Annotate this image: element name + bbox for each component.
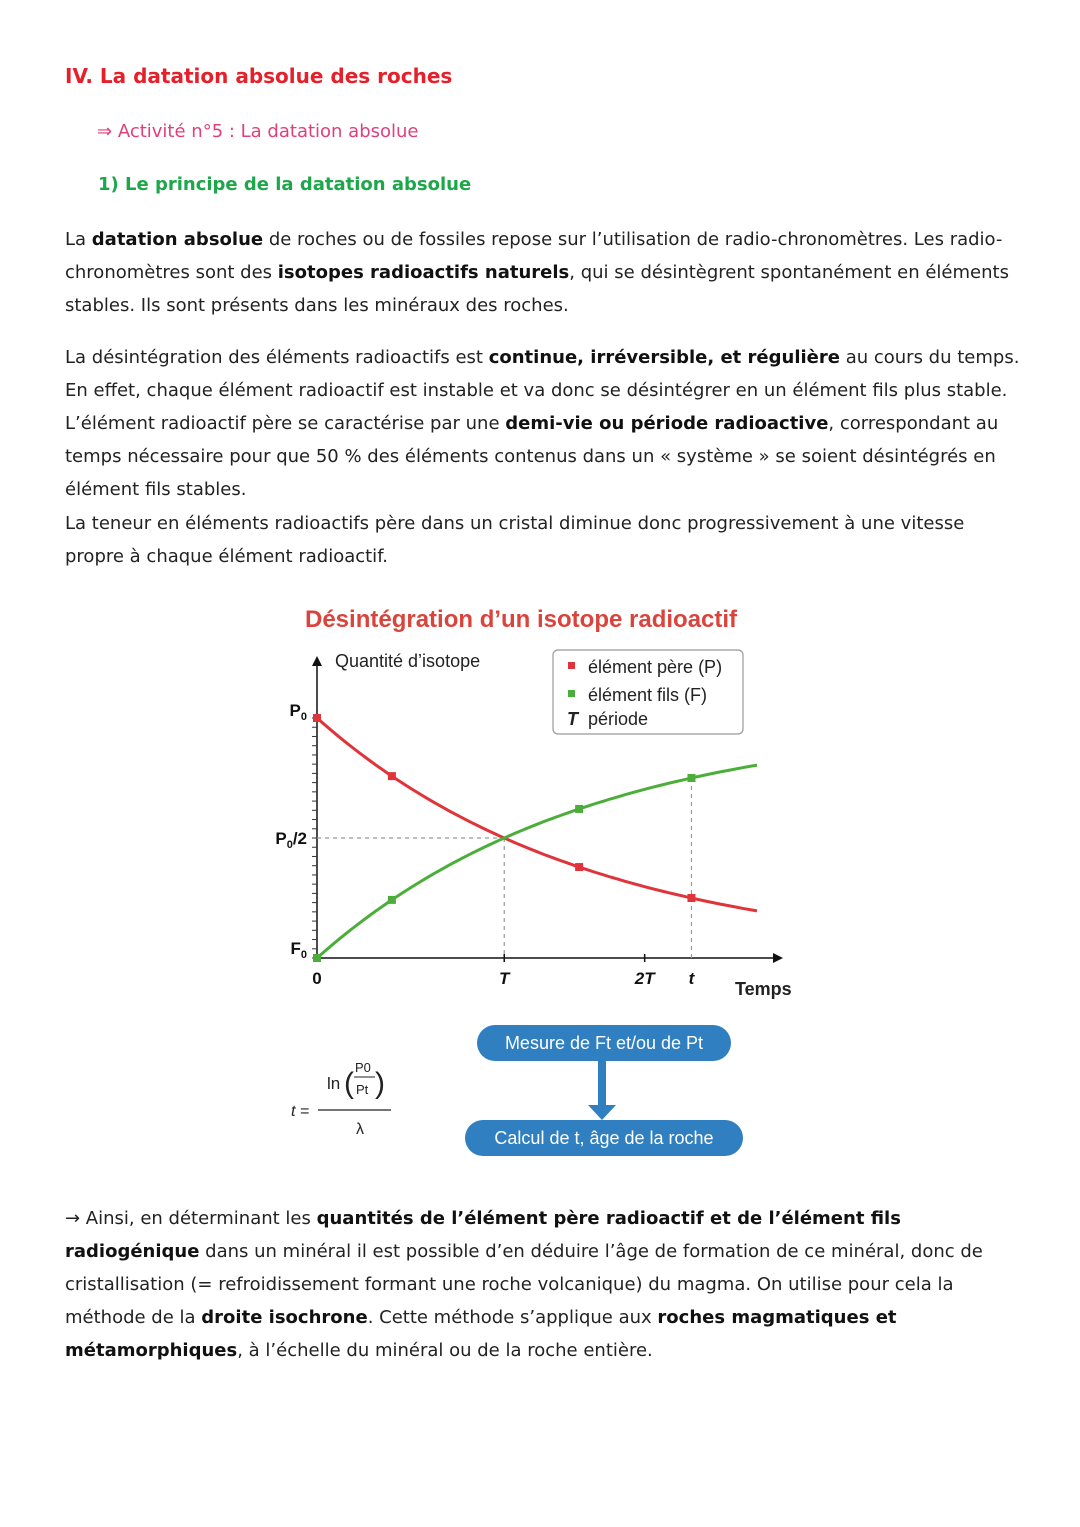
formula-ln: ln: [327, 1074, 341, 1093]
bold-text: isotopes radioactifs naturels: [277, 262, 570, 283]
father-curve-point: [687, 894, 695, 902]
x-tick-label: 2T: [634, 969, 655, 988]
x-tick-label: 0: [312, 969, 322, 988]
y-axis-arrow: [312, 656, 322, 666]
text-run: . Cette méthode s’applique aux: [367, 1307, 658, 1328]
text-run: → Ainsi, en déterminant les: [65, 1208, 317, 1229]
formula-paren-open: (: [344, 1067, 354, 1100]
paragraph-conclusion: [65, 1202, 1025, 1367]
formula-pt: Pt: [356, 1082, 369, 1097]
bold-text: quantités de l’élément père radioactif et de l’élément fils radiogénique: [65, 1208, 901, 1262]
text-run: La: [65, 229, 92, 250]
measure-box-label: Mesure de Ft et/ou de Pt: [504, 1033, 704, 1053]
bold-text: roches magmatiques et métamorphiques: [65, 1307, 897, 1361]
text-run: dans un minéral il est possible d’en déduire l’âge de formation de ce minéral, donc de cristallisation (= refroidissement formant une roche volcanique) du magma. On utilise pour cela la méthode de la: [65, 1241, 983, 1328]
x-tick-label: T: [499, 969, 510, 988]
father-curve-point: [313, 714, 321, 722]
legend-period-symbol: T: [567, 709, 578, 729]
son-curve-point: [388, 896, 396, 904]
legend-period-label: période: [588, 709, 649, 729]
legend-son-label: élément fils (F): [588, 685, 708, 705]
father-curve-point: [388, 772, 396, 780]
legend-son-marker: [568, 690, 575, 697]
flow-arrow-head: [588, 1105, 616, 1120]
y-tick-label: $F_0$: [290, 939, 307, 961]
x-axis-label: Temps: [735, 979, 792, 999]
activity-label: Activité n°5 : La datation absolue: [117, 121, 419, 142]
section-title: IV. La datation absolue des roches: [65, 64, 453, 88]
result-box-label: Calcul de t, âge de la roche: [494, 1128, 714, 1148]
legend-father-label: élément père (P): [588, 657, 723, 677]
bold-text: droite isochrone: [201, 1307, 368, 1328]
legend-father-marker: [568, 662, 575, 669]
text-run: , correspondant au temps nécessaire pour que 50 % des éléments contenus dans un « système » se soient désintégrés en élément fils stables.: [65, 413, 999, 500]
son-curve-point: [687, 774, 695, 782]
age-formula: [291, 1060, 391, 1138]
paragraph-principle: [65, 223, 1025, 322]
formula-lambda: λ: [356, 1121, 364, 1138]
decay-figure: [255, 590, 815, 1170]
bold-text: datation absolue: [91, 229, 264, 250]
bold-text: demi-vie ou période radioactive: [505, 413, 829, 434]
y-tick-label: $P_0$: [289, 701, 307, 723]
x-tick-label: t: [688, 969, 695, 988]
text-run: La désintégration des éléments radioactifs est: [65, 347, 489, 368]
activity-link[interactable]: [97, 121, 419, 142]
formula-p0: P0: [355, 1060, 371, 1075]
text-run: , qui se désintègrent spontanément en éléments stables. Ils sont présents dans les minéraux des roches.: [65, 262, 1009, 316]
son-curve-point: [575, 805, 583, 813]
arrow-icon: ⇒: [97, 121, 113, 142]
father-curve: [317, 718, 757, 911]
bold-text: continue, irréversible, et régulière: [488, 347, 840, 368]
text-run: La teneur en éléments radioactifs père dans un cristal diminue donc progressivement à une vitesse propre à chaque élément radioactif.: [65, 513, 965, 567]
y-axis-label: Quantité d’isotope: [335, 651, 481, 671]
subsection-title: 1) Le principe de la datation absolue: [98, 174, 472, 195]
plot-area: [275, 701, 757, 988]
chart-title: Désintégration d’un isotope radioactif: [305, 606, 738, 633]
paragraph-disintegration: [65, 341, 1025, 506]
y-tick-label: $P_0/2$: [275, 829, 307, 851]
flow-arrow-shaft: [598, 1061, 606, 1107]
text-run: de roches ou de fossiles repose sur l’utilisation de radio-chronomètres. Les radio-chronomètres sont des: [65, 229, 1003, 283]
son-curve-point: [313, 954, 321, 962]
text-run: au cours du temps. En effet, chaque élément radioactif est instable et va donc se désintégrer en un élément fils plus stable. L’élément radioactif père se caractérise par une: [65, 347, 1020, 434]
text-run: , à l’échelle du minéral ou de la roche entière.: [237, 1340, 653, 1361]
paragraph-content-decrease: [65, 507, 1025, 573]
x-axis-arrow: [773, 953, 783, 963]
formula-paren-close: ): [375, 1067, 385, 1100]
formula-lhs: t =: [291, 1103, 310, 1120]
father-curve-point: [575, 863, 583, 871]
